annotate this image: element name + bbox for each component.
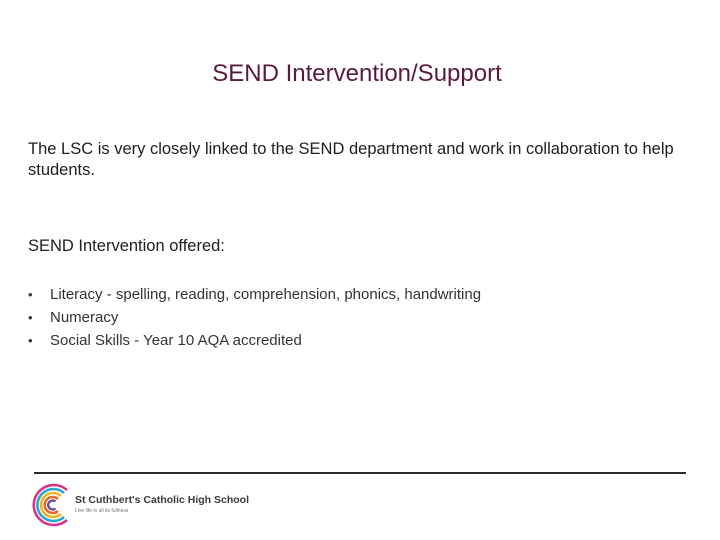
school-logo — [31, 480, 249, 530]
school-crest-icon — [31, 480, 73, 530]
intervention-list — [28, 285, 481, 354]
bullet-marker: • — [28, 287, 33, 302]
list-item-text: Numeracy — [50, 309, 119, 326]
intro-paragraph: The LSC is very closely linked to the SEND department and work in collaboration to help students. — [28, 140, 674, 179]
list-item-text: Literacy - spelling, reading, comprehension, phonics, handwriting — [50, 286, 482, 303]
list-item — [28, 285, 481, 308]
offered-heading: SEND Intervention offered: — [28, 237, 225, 255]
school-name: St Cuthbert's Catholic High School — [75, 494, 249, 506]
bullet-marker: • — [28, 310, 33, 325]
list-item — [28, 308, 481, 331]
list-item-text: Social Skills - Year 10 AQA accredited — [50, 332, 302, 349]
slide-title: SEND Intervention/Support — [212, 60, 502, 87]
school-motto: Live life in all its fullness — [75, 508, 129, 514]
footer-divider — [34, 472, 686, 474]
bullet-marker: • — [28, 333, 33, 348]
list-item — [28, 331, 481, 354]
